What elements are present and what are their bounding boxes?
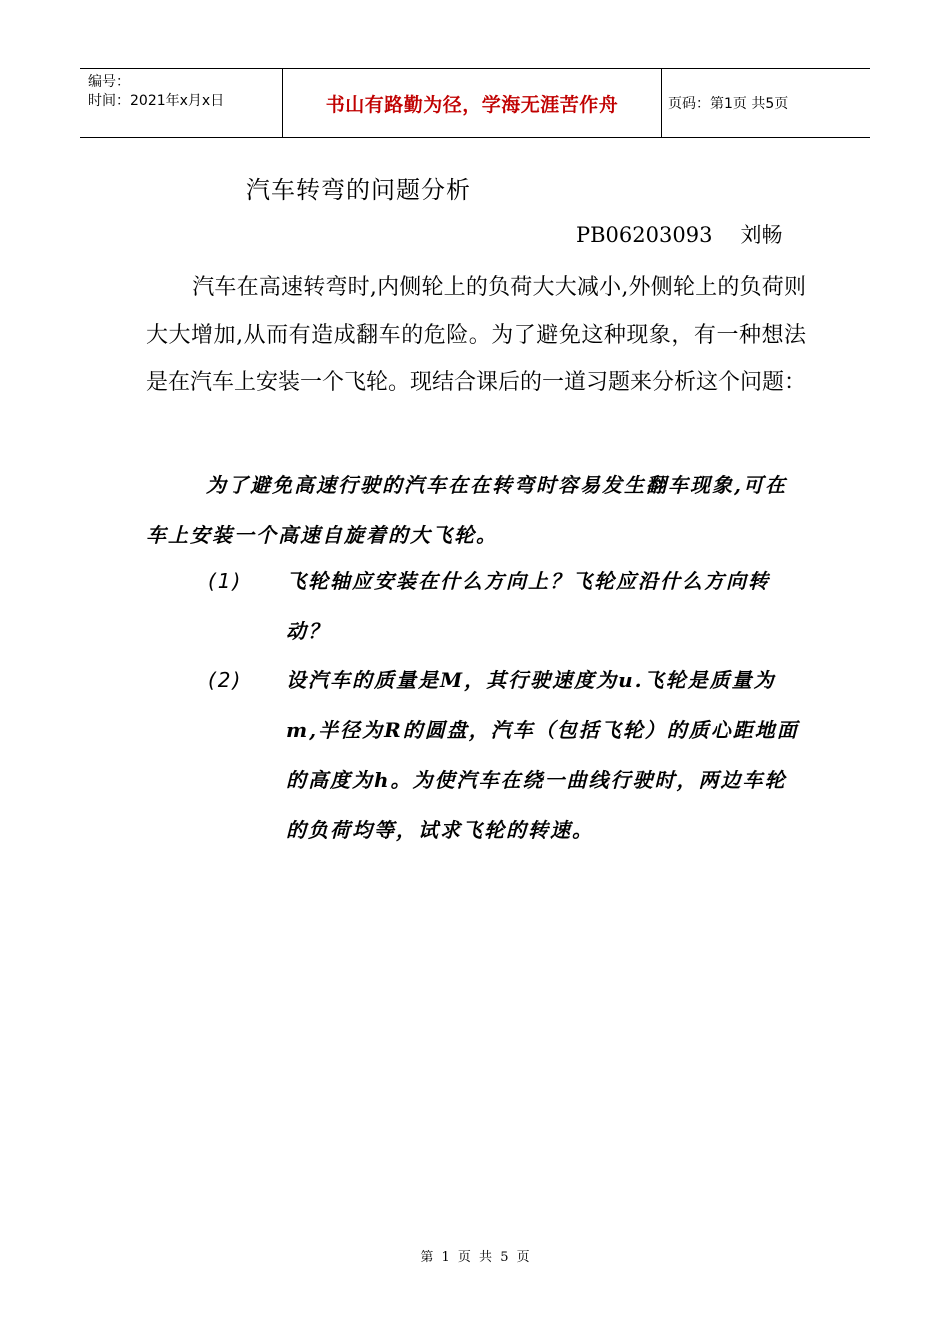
question-item — [146, 655, 806, 855]
number-label: 编号： — [88, 74, 130, 90]
question-item — [146, 556, 806, 656]
intro-paragraph — [146, 264, 806, 407]
question-number: (1) — [208, 569, 243, 593]
page-footer: 第 1 页 共 5 页 — [420, 1250, 530, 1265]
page-header — [80, 68, 870, 138]
header-page-info: 页码：第1页 共5页 — [668, 96, 789, 112]
problem-statement — [146, 460, 806, 560]
document-title: 汽车转弯的问题分析 — [246, 176, 471, 204]
header-motto: 书山有路勤为径，学海无涯苦作舟 — [282, 69, 662, 137]
author-id: PB06203093 — [576, 223, 713, 247]
time-label: 时间：2021年x月x日 — [88, 93, 225, 109]
problem-text: 为了避免高速行驶的汽车在在转弯时容易发生翻车现象,可在车上安装一个高速自旋着的大飞轮。 — [146, 473, 787, 547]
header-meta — [88, 73, 282, 111]
question-text: 飞轮轴应安装在什么方向上？飞轮应沿什么方向转动？ — [286, 569, 770, 643]
author-line — [576, 219, 782, 249]
question-text: 设汽车的质量是M，其行驶速度为u.飞轮是质量为m,半径为R的圆盘，汽车（包括飞轮）的质心距地面的高度为h。为使汽车在绕一曲线行驶时，两边车轮的负荷均等，试求飞轮的转速。 — [286, 668, 799, 842]
question-number: (2) — [208, 668, 243, 692]
intro-text: 汽车在高速转弯时,内侧轮上的负荷大大减小,外侧轮上的负荷则大大增加,从而有造成翻车的危险。为了避免这种现象，有一种想法是在汽车上安装一个飞轮。现结合课后的一道习题来分析这个问题： — [146, 275, 807, 395]
author-name: 刘畅 — [740, 223, 783, 247]
